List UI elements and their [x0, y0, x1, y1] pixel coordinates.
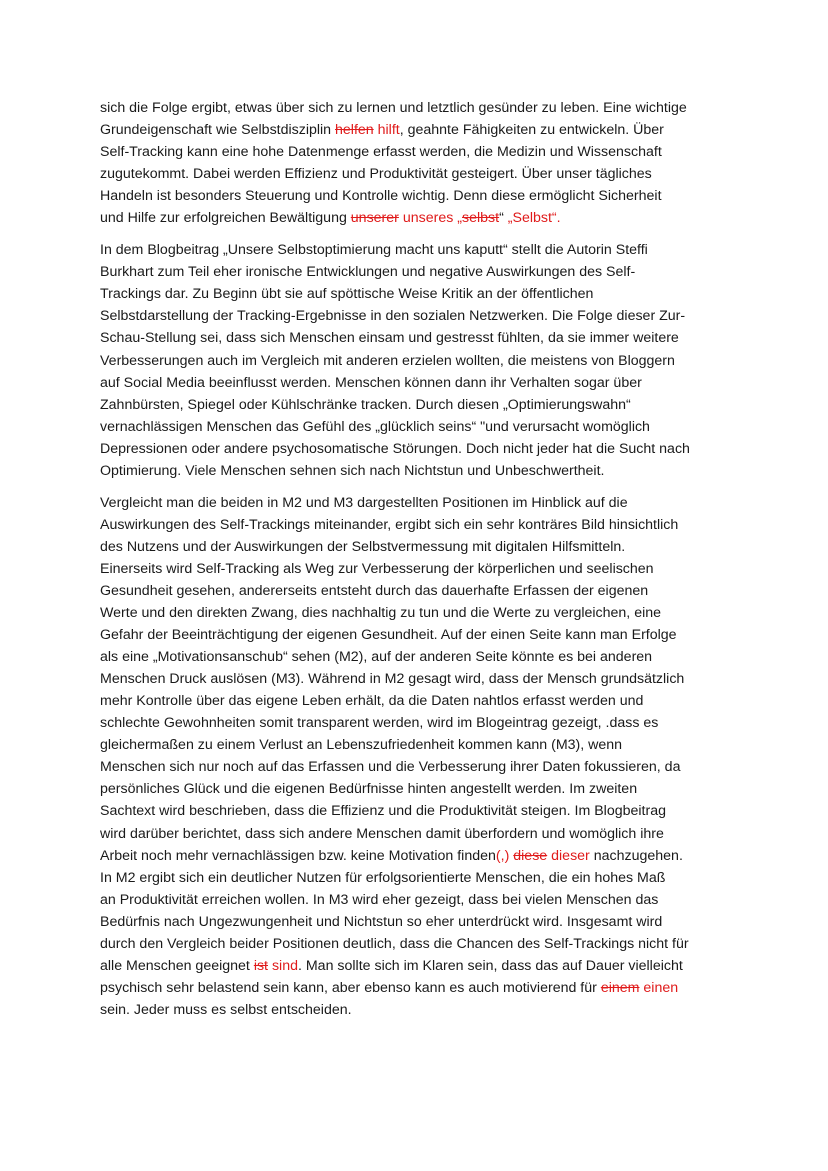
text-line	[100, 889, 740, 911]
correction-inserted: sind	[271, 957, 298, 974]
text-segment: persönliches Glück und die eigenen Bedürfnisse hinten angestellt werden. Im zweiten	[100, 781, 638, 798]
text-line	[100, 163, 740, 185]
text-line	[100, 602, 740, 624]
text-segment: gleichermaßen zu einem Verlust an Lebenszufriedenheit kommen kann (M3), wenn	[100, 737, 623, 754]
text-line	[100, 438, 740, 460]
text-line	[100, 690, 740, 712]
text-line	[100, 800, 740, 822]
text-segment: In M2 ergibt sich ein deutlicher Nutzen für erfolgsorientierte Menschen, die ein hohes Maß	[100, 869, 666, 886]
correction-inserted: dieser	[551, 847, 590, 864]
text-line	[100, 536, 740, 558]
correction-inserted: hilft	[377, 122, 400, 139]
text-line	[100, 283, 740, 305]
paragraph	[100, 97, 740, 229]
correction-deleted: ist	[253, 957, 268, 974]
text-line	[100, 207, 740, 229]
text-segment: Arbeit noch mehr vernachlässigen bzw. keine Motivation finden	[100, 847, 496, 864]
text-line	[100, 756, 740, 778]
correction-inserted: einen	[643, 979, 679, 996]
text-line	[100, 239, 740, 261]
text-segment: Menschen sich nur noch auf das Erfassen und die Verbesserung ihrer Daten fokussieren, da	[100, 759, 681, 776]
text-line	[100, 97, 740, 119]
correction-deleted: selbst	[462, 210, 500, 227]
text-segment: Trackings dar. Zu Beginn übt sie auf spöttische Weise Kritik an der öffentlichen	[100, 286, 594, 303]
text-segment: vernachlässigen Menschen das Gefühl des „glücklich seins“ "und verursacht womöglich	[100, 418, 650, 435]
correction-deleted: diese	[513, 847, 548, 864]
text-line	[100, 492, 740, 514]
correction-inserted: „	[457, 210, 463, 227]
text-segment: nachzugehen.	[589, 847, 683, 864]
text-segment: als eine „Motivationsanschub“ sehen (M2), auf der anderen Seite könnte es bei anderen	[100, 649, 653, 666]
text-segment: Einerseits wird Self-Tracking als Weg zur Verbesserung der körperlichen und seelischen	[100, 560, 654, 577]
text-segment: alle Menschen geeignet	[100, 957, 254, 974]
text-line	[100, 778, 740, 800]
text-segment: Schau-Stellung sei, dass sich Menschen einsam und gestresst fühlten, da sie immer weitere	[100, 330, 679, 347]
correction-inserted: unseres	[402, 210, 454, 227]
text-line	[100, 823, 740, 845]
text-line	[100, 933, 740, 955]
paragraph	[100, 492, 740, 1021]
text-segment: Selbstdarstellung der Tracking-Ergebnisse in den sozialen Netzwerken. Die Folge dieser Zur-	[100, 308, 686, 325]
text-segment: Vergleicht man die beiden in M2 und M3 dargestellten Positionen im Hinblick auf die	[100, 494, 628, 511]
text-segment: Bedürfnis nach Ungezwungenheit und Nichtstun so eher unterdrückt wird. Insgesamt wird	[100, 913, 663, 930]
text-segment: und Hilfe zur erfolgreichen Bewältigung	[100, 210, 351, 227]
text-line	[100, 646, 740, 668]
text-line	[100, 350, 740, 372]
text-line	[100, 460, 740, 482]
text-line	[100, 668, 740, 690]
text-segment: mehr Kontrolle über das eigene Leben erhält, da die Daten nahtlos erfasst werden und	[100, 693, 644, 710]
text-segment: In dem Blogbeitrag „Unsere Selbstoptimierung macht uns kaputt“ stellt die Autorin Steffi	[100, 242, 648, 259]
text-line	[100, 185, 740, 207]
text-line	[100, 514, 740, 536]
text-line	[100, 911, 740, 933]
text-segment: Self-Tracking kann eine hohe Datenmenge erfasst werden, die Medizin und Wissenschaft	[100, 144, 662, 161]
text-line	[100, 580, 740, 602]
text-segment: Sachtext wird beschrieben, dass die Effizienz und die Produktivität steigen. Im Blogbeitrag	[100, 803, 666, 820]
text-segment: Auswirkungen des Self-Trackings miteinander, ergibt sich ein sehr konträres Bild hinsichtlich	[100, 516, 679, 533]
correction-deleted: helfen	[335, 122, 374, 139]
text-line	[100, 119, 740, 141]
text-line	[100, 712, 740, 734]
text-segment: Gesundheit gesehen, andererseits entsteht durch das dauerhafte Erfassen der eigenen	[100, 582, 649, 599]
text-segment: Handeln ist besonders Steuerung und Kontrolle wichtig. Denn diese ermöglicht Sicherheit	[100, 188, 662, 205]
text-segment: schlechte Gewohnheiten somit transparent werden, wird im Blogeintrag gezeigt, .dass es	[100, 715, 659, 732]
document-page	[100, 97, 740, 1031]
text-line	[100, 734, 740, 756]
text-segment: Menschen Druck auslösen (M3). Während in M2 gesagt wird, dass der Mensch grundsätzlich	[100, 671, 685, 688]
text-segment: Zahnbürsten, Spiegel oder Kühlschränke tracken. Durch diesen „Optimierungswahn“	[100, 396, 631, 413]
text-line	[100, 305, 740, 327]
text-line	[100, 261, 740, 283]
text-line	[100, 558, 740, 580]
text-segment: “	[499, 210, 508, 227]
text-line	[100, 394, 740, 416]
text-segment: Optimierung. Viele Menschen sehnen sich nach Nichtstun und Unbeschwertheit.	[100, 462, 605, 479]
correction-inserted: „Selbst“.	[507, 210, 561, 227]
text-segment: sein. Jeder muss es selbst entscheiden.	[100, 1001, 352, 1018]
text-segment: . Man sollte sich im Klaren sein, dass das auf Dauer vielleicht	[297, 957, 683, 974]
text-line	[100, 999, 740, 1021]
text-segment: Gefahr der Beeinträchtigung der eigenen Gesundheit. Auf der einen Seite kann man Erfolge	[100, 627, 677, 644]
text-line	[100, 867, 740, 889]
text-line	[100, 624, 740, 646]
text-line	[100, 141, 740, 163]
text-segment: des Nutzens und der Auswirkungen der Selbstvermessung mit digitalen Hilfsmitteln.	[100, 538, 626, 555]
text-segment: durch den Vergleich beider Positionen deutlich, dass die Chancen des Self-Trackings nicht für	[100, 935, 689, 952]
text-segment: wird darüber berichtet, dass sich andere Menschen damit überfordern und womöglich ihre	[100, 825, 664, 842]
text-line	[100, 416, 740, 438]
text-segment: Grundeigenschaft wie Selbstdisziplin	[100, 122, 336, 139]
text-segment: Werte und den direkten Zwang, dies nachhaltig zu tun und die Werte zu vergleichen, eine	[100, 605, 662, 622]
text-segment: sich die Folge ergibt, etwas über sich zu lernen und letztlich gesünder zu leben. Eine wichtige	[100, 100, 687, 116]
text-line	[100, 977, 740, 999]
text-segment: , geahnte Fähigkeiten zu entwickeln. Über	[399, 122, 664, 139]
text-segment: auf Social Media beeinflusst werden. Menschen können dann ihr Verhalten sogar über	[100, 374, 642, 391]
correction-deleted: unserer	[350, 210, 399, 227]
text-segment: Burkhart zum Teil eher ironische Entwicklungen und negative Auswirkungen des Self-	[100, 264, 636, 281]
text-segment: Depressionen oder andere psychosomatische Störungen. Doch nicht jeder hat die Sucht nach	[100, 440, 690, 457]
correction-inserted: (,)	[495, 847, 510, 864]
paragraph	[100, 239, 740, 482]
text-segment: Verbesserungen auch im Vergleich mit anderen erzielen wollten, die meistens von Bloggern	[100, 352, 675, 369]
text-line	[100, 955, 740, 977]
text-line	[100, 845, 740, 867]
text-segment: zugutekommt. Dabei werden Effizienz und Produktivität gesteigert. Über unser tägliches	[100, 166, 652, 183]
text-line	[100, 372, 740, 394]
correction-deleted: einem	[600, 979, 640, 996]
text-segment: an Produktivität erreichen wollen. In M3 wird eher gezeigt, dass bei vielen Menschen das	[100, 891, 659, 908]
text-segment: psychisch sehr belastend sein kann, aber ebenso kann es auch motivierend für	[100, 979, 601, 996]
text-line	[100, 327, 740, 349]
